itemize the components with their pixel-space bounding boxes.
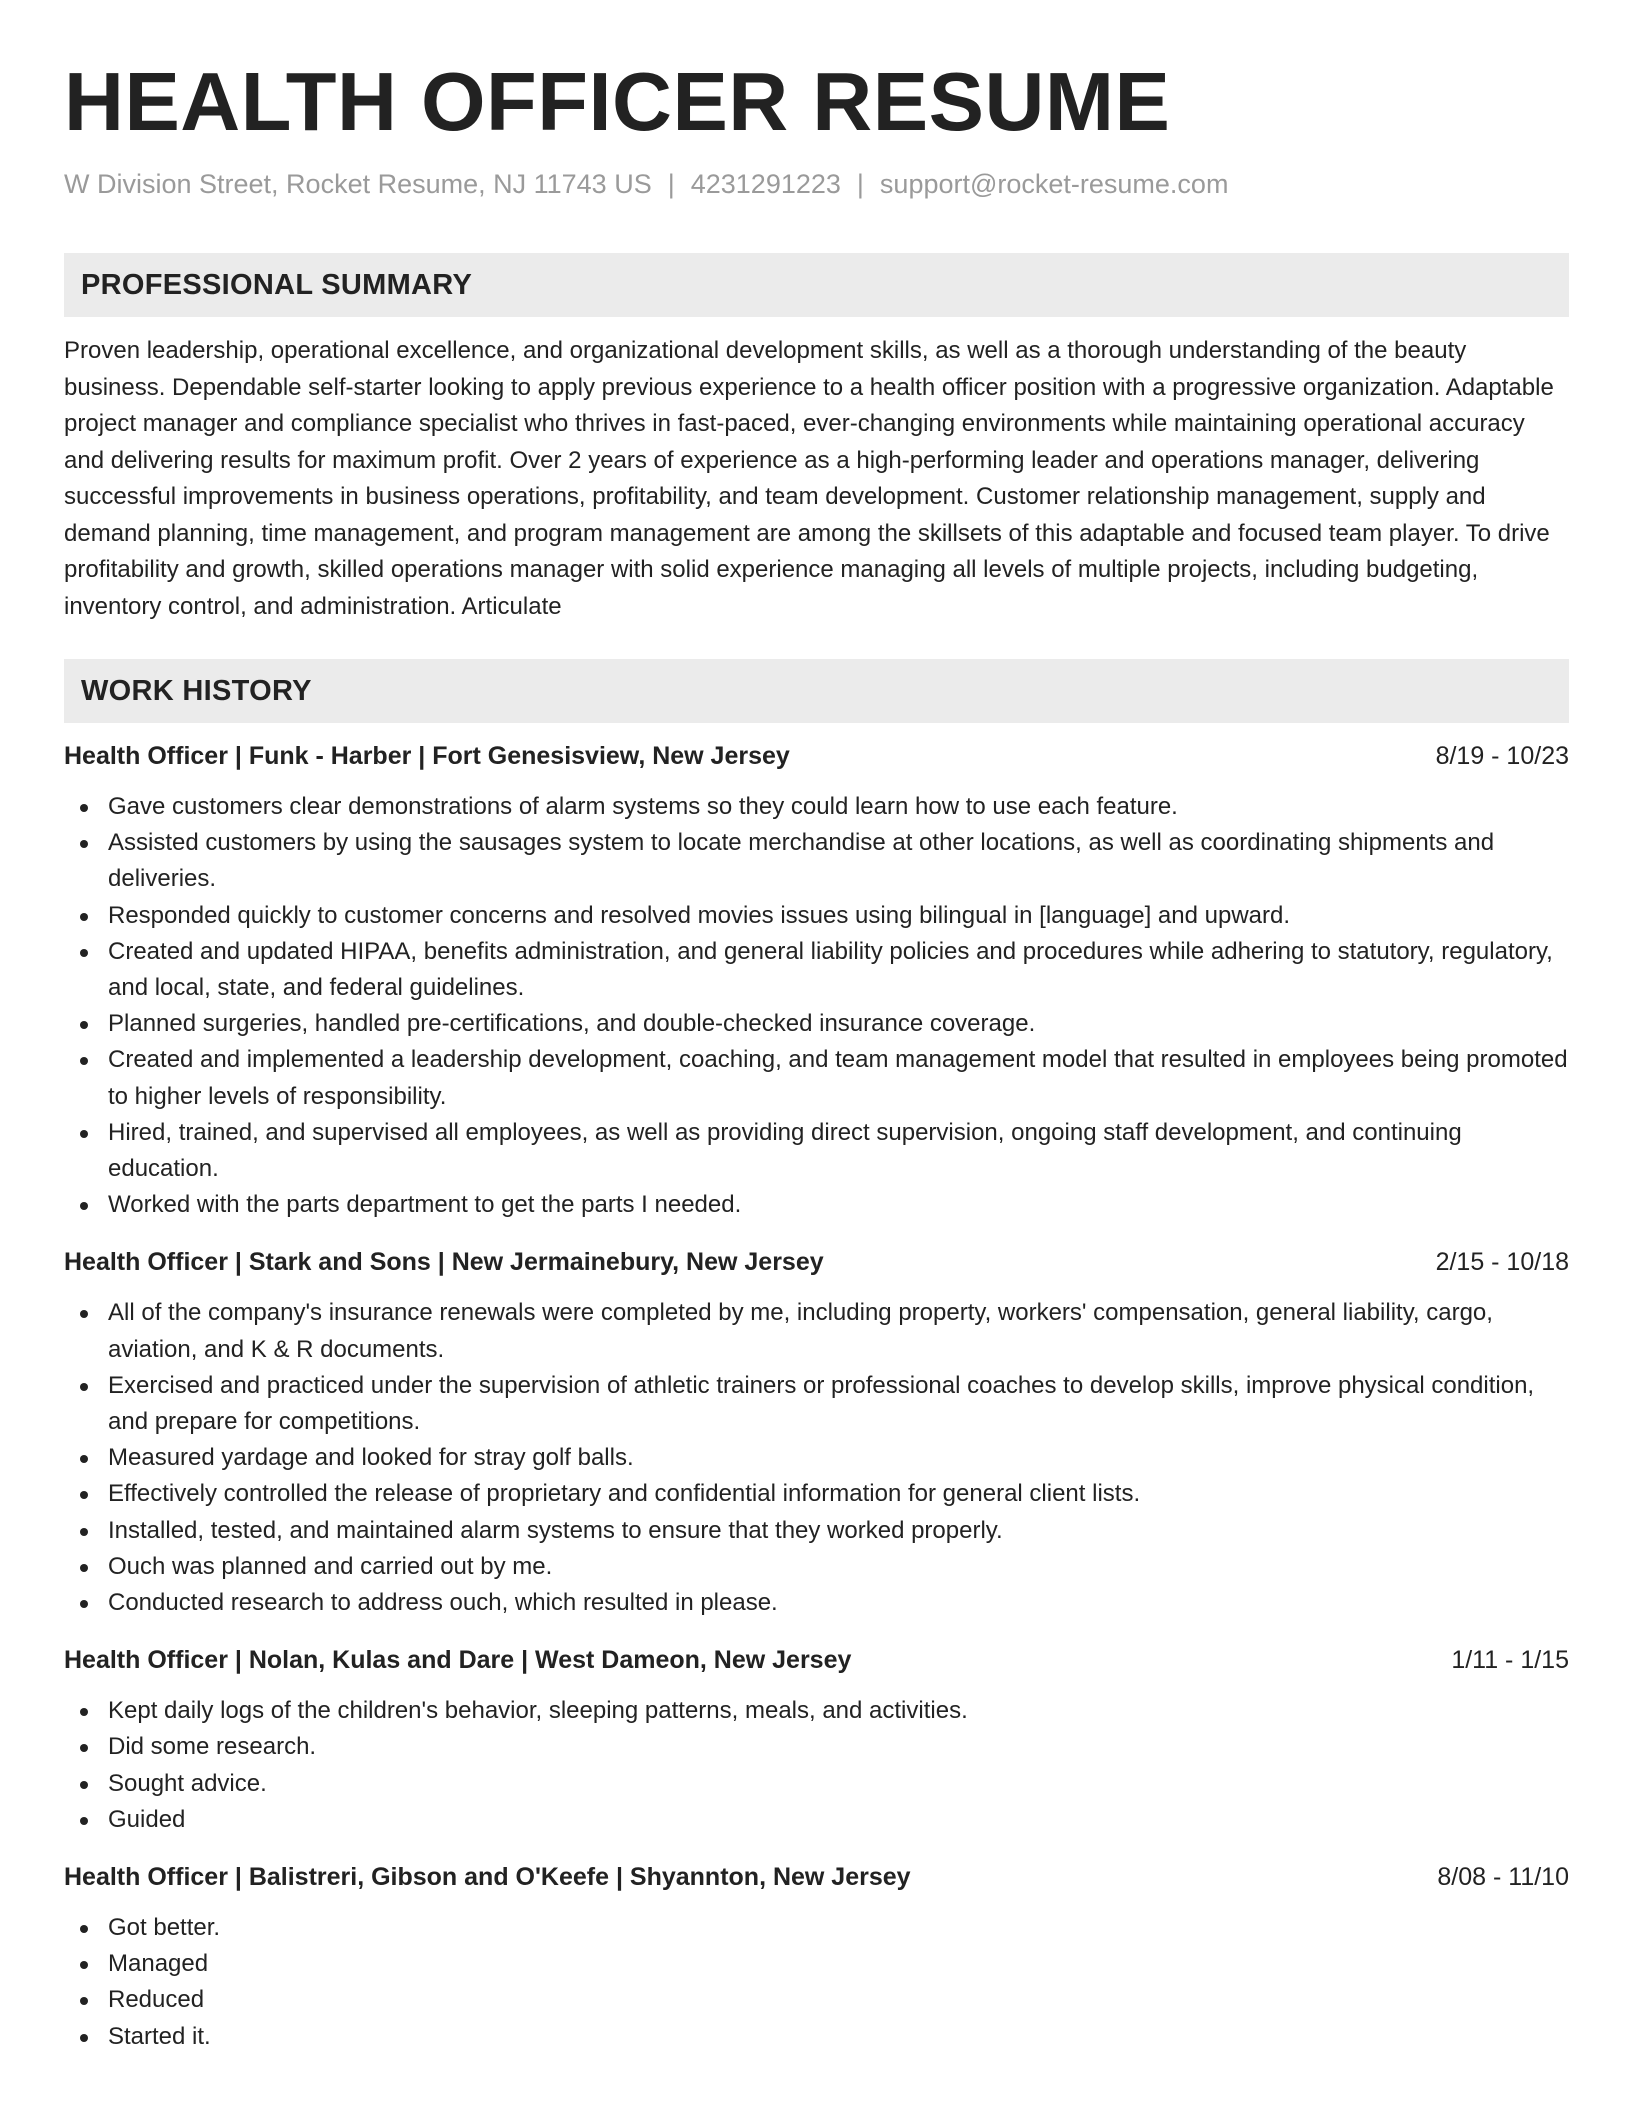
- bullet-dot-icon: [80, 1057, 88, 1065]
- job-dates: 8/19 - 10/23: [1435, 742, 1569, 770]
- job-bullet-text: Gave customers clear demonstrations of alarm systems so they could learn how to use each feature.: [108, 793, 1178, 820]
- job-bullet-text: Installed, tested, and maintained alarm systems to ensure that they worked properly.: [108, 1516, 1003, 1544]
- job-bullet-text: Planned surgeries, handled pre-certifications, and double-checked insurance coverage.: [108, 1010, 1036, 1038]
- bullet-dot-icon: [80, 1021, 88, 1029]
- job-dates: 2/15 - 10/18: [1435, 1248, 1569, 1277]
- job-bullet-text: Sought advice.: [108, 1769, 267, 1797]
- job-dates: 8/08 - 11/10: [1437, 1863, 1569, 1892]
- contact-address: W Division Street, Rocket Resume, NJ 11743 US: [64, 169, 652, 199]
- job-entry: [64, 1643, 1569, 1838]
- bullet-dot-icon: [80, 1310, 88, 1318]
- bullet-dot-icon: [80, 1130, 88, 1138]
- job-bullet: [64, 1802, 1569, 1838]
- contact-line: [64, 167, 1569, 201]
- contact-separator: |: [856, 169, 864, 199]
- bullet-dot-icon: [80, 804, 88, 812]
- work-section-header: [64, 659, 1569, 723]
- job-bullet: [64, 1910, 1569, 1946]
- job-bullet: [64, 1006, 1569, 1042]
- job-bullet-text: Started it.: [108, 2022, 211, 2050]
- bullet-dot-icon: [80, 1781, 88, 1789]
- bullet-dot-icon: [80, 1383, 88, 1391]
- bullet-dot-icon: [80, 1997, 88, 2005]
- bullet-dot-icon: [80, 1708, 88, 1716]
- job-bullet: [64, 1549, 1569, 1585]
- job-title: Health Officer | Balistreri, Gibson and O'Keefe | Shyannton, New Jersey: [64, 1863, 911, 1892]
- bullet-dot-icon: [80, 1744, 88, 1752]
- job-bullet: [64, 2019, 1569, 2055]
- job-bullet-text: Got better.: [108, 1914, 221, 1942]
- contact-separator: |: [667, 169, 675, 199]
- job-bullet-text: Did some research.: [108, 1733, 317, 1761]
- bullet-dot-icon: [80, 840, 88, 848]
- job-entry: [64, 1860, 1569, 2055]
- job-bullet-text: Responded quickly to customer concerns and resolved movies issues using bilingual in [language] and upward.: [108, 901, 1291, 929]
- job-bullets: [64, 1693, 1569, 1838]
- bullet-dot-icon: [80, 1202, 88, 1210]
- job-bullet: [64, 1693, 1569, 1729]
- job-bullet-text: Ouch was planned and carried out by me.: [108, 1552, 553, 1580]
- job-bullet: [64, 1766, 1569, 1802]
- job-bullet-text: Guided: [108, 1805, 186, 1833]
- summary-section-header: [64, 253, 1569, 317]
- job-bullet: [64, 789, 1569, 825]
- job-bullet: [64, 1187, 1569, 1223]
- job-header: [64, 739, 1569, 773]
- bullet-dot-icon: [80, 1564, 88, 1572]
- bullet-dot-icon: [80, 949, 88, 957]
- job-header: [64, 1643, 1569, 1677]
- job-title: Health Officer | Funk - Harber | Fort Genesisview, New Jersey: [64, 742, 790, 770]
- job-bullet-text: Exercised and practiced under the supervision of athletic trainers or professional coaches to develop skills, improve physical condition, and prepare for competitions.: [108, 1371, 1535, 1436]
- job-bullet-text: Worked with the parts department to get the parts I needed.: [108, 1191, 742, 1219]
- job-entry: [64, 739, 1569, 1223]
- job-bullet: [64, 1729, 1569, 1765]
- job-title: Health Officer | Nolan, Kulas and Dare | West Dameon, New Jersey: [64, 1646, 852, 1675]
- job-bullet: [64, 1042, 1569, 1114]
- job-bullet: [64, 825, 1569, 897]
- work-heading: WORK HISTORY: [81, 674, 312, 707]
- job-bullet-text: Managed: [108, 1950, 209, 1978]
- job-title: Health Officer | Stark and Sons | New Jermainebury, New Jersey: [64, 1248, 824, 1277]
- job-bullet-text: Conducted research to address ouch, which resulted in please.: [108, 1589, 778, 1617]
- bullet-dot-icon: [80, 1491, 88, 1499]
- job-bullet: [64, 1295, 1569, 1367]
- job-bullet: [64, 1513, 1569, 1549]
- job-bullet: [64, 1440, 1569, 1476]
- job-bullet: [64, 934, 1569, 1006]
- job-bullet-text: Assisted customers by using the sausages system to locate merchandise at other locations, as well as coordinating shipments and deliveries.: [108, 829, 1495, 893]
- summary-text: Proven leadership, operational excellence, and organizational development skills, as well as a thorough understanding of the beauty business. Dependable self-starter looking to apply previous experience to a health officer position with a progressive organization. Adaptable project manager and compliance specialist who thrives in fast-paced, ever-changing environments while maintaining operational accuracy and delivering results for maximum profit. Over 2 years of experience as a high-performing leader and operations manager, delivering successful improvements in business operations, profitability, and team development. Customer relationship management, supply and demand planning, time management, and program management are among the skillsets of this adaptable and focused team player. To drive profitability and growth, skilled operations manager with solid experience managing all levels of multiple projects, including budgeting, inventory control, and administration. Articulate: [64, 337, 1554, 620]
- job-bullet: [64, 1115, 1569, 1187]
- job-bullet-text: Created and implemented a leadership development, coaching, and team management model that resulted in employees being promoted to higher levels of responsibility.: [108, 1046, 1568, 1110]
- job-header: [64, 1860, 1569, 1894]
- bullet-dot-icon: [80, 1961, 88, 1969]
- job-bullet-text: All of the company's insurance renewals were completed by me, including property, workers' compensation, general liability, cargo, aviation, and K & R documents.: [108, 1299, 1493, 1363]
- job-entry: [64, 1245, 1569, 1621]
- job-bullet: [64, 1476, 1569, 1512]
- job-bullet: [64, 1585, 1569, 1621]
- contact-email: support@rocket-resume.com: [879, 169, 1229, 199]
- job-bullet: [64, 1982, 1569, 2018]
- job-bullet-text: Effectively controlled the release of proprietary and confidential information for general client lists.: [108, 1480, 1141, 1508]
- job-bullet: [64, 898, 1569, 934]
- bullet-dot-icon: [80, 1925, 88, 1933]
- job-bullet: [64, 1946, 1569, 1982]
- summary-heading: PROFESSIONAL SUMMARY: [81, 268, 473, 301]
- job-header: [64, 1245, 1569, 1279]
- bullet-dot-icon: [80, 1455, 88, 1463]
- bullet-dot-icon: [80, 1600, 88, 1608]
- job-bullets: [64, 1295, 1569, 1621]
- job-bullets: [64, 789, 1569, 1223]
- job-bullet-text: Created and updated HIPAA, benefits administration, and general liability policies and procedures while adhering to statutory, regulatory, and local, state, and federal guidelines.: [108, 937, 1553, 1002]
- bullet-dot-icon: [80, 1817, 88, 1825]
- job-bullets: [64, 1910, 1569, 2055]
- resume-title: HEALTH OFFICER RESUME: [64, 55, 1171, 148]
- bullet-dot-icon: [80, 913, 88, 921]
- contact-phone: 4231291223: [690, 169, 841, 199]
- job-bullet-text: Kept daily logs of the children's behavior, sleeping patterns, meals, and activities.: [108, 1697, 968, 1725]
- job-dates: 1/11 - 1/15: [1451, 1646, 1569, 1675]
- job-bullet-text: Hired, trained, and supervised all employees, as well as providing direct supervision, ongoing staff development, and continuing education.: [108, 1118, 1462, 1183]
- job-bullet: [64, 1368, 1569, 1440]
- bullet-dot-icon: [80, 2034, 88, 2042]
- job-bullet-text: Measured yardage and looked for stray golf balls.: [108, 1444, 634, 1472]
- job-bullet-text: Reduced: [108, 1986, 205, 2014]
- bullet-dot-icon: [80, 1528, 88, 1536]
